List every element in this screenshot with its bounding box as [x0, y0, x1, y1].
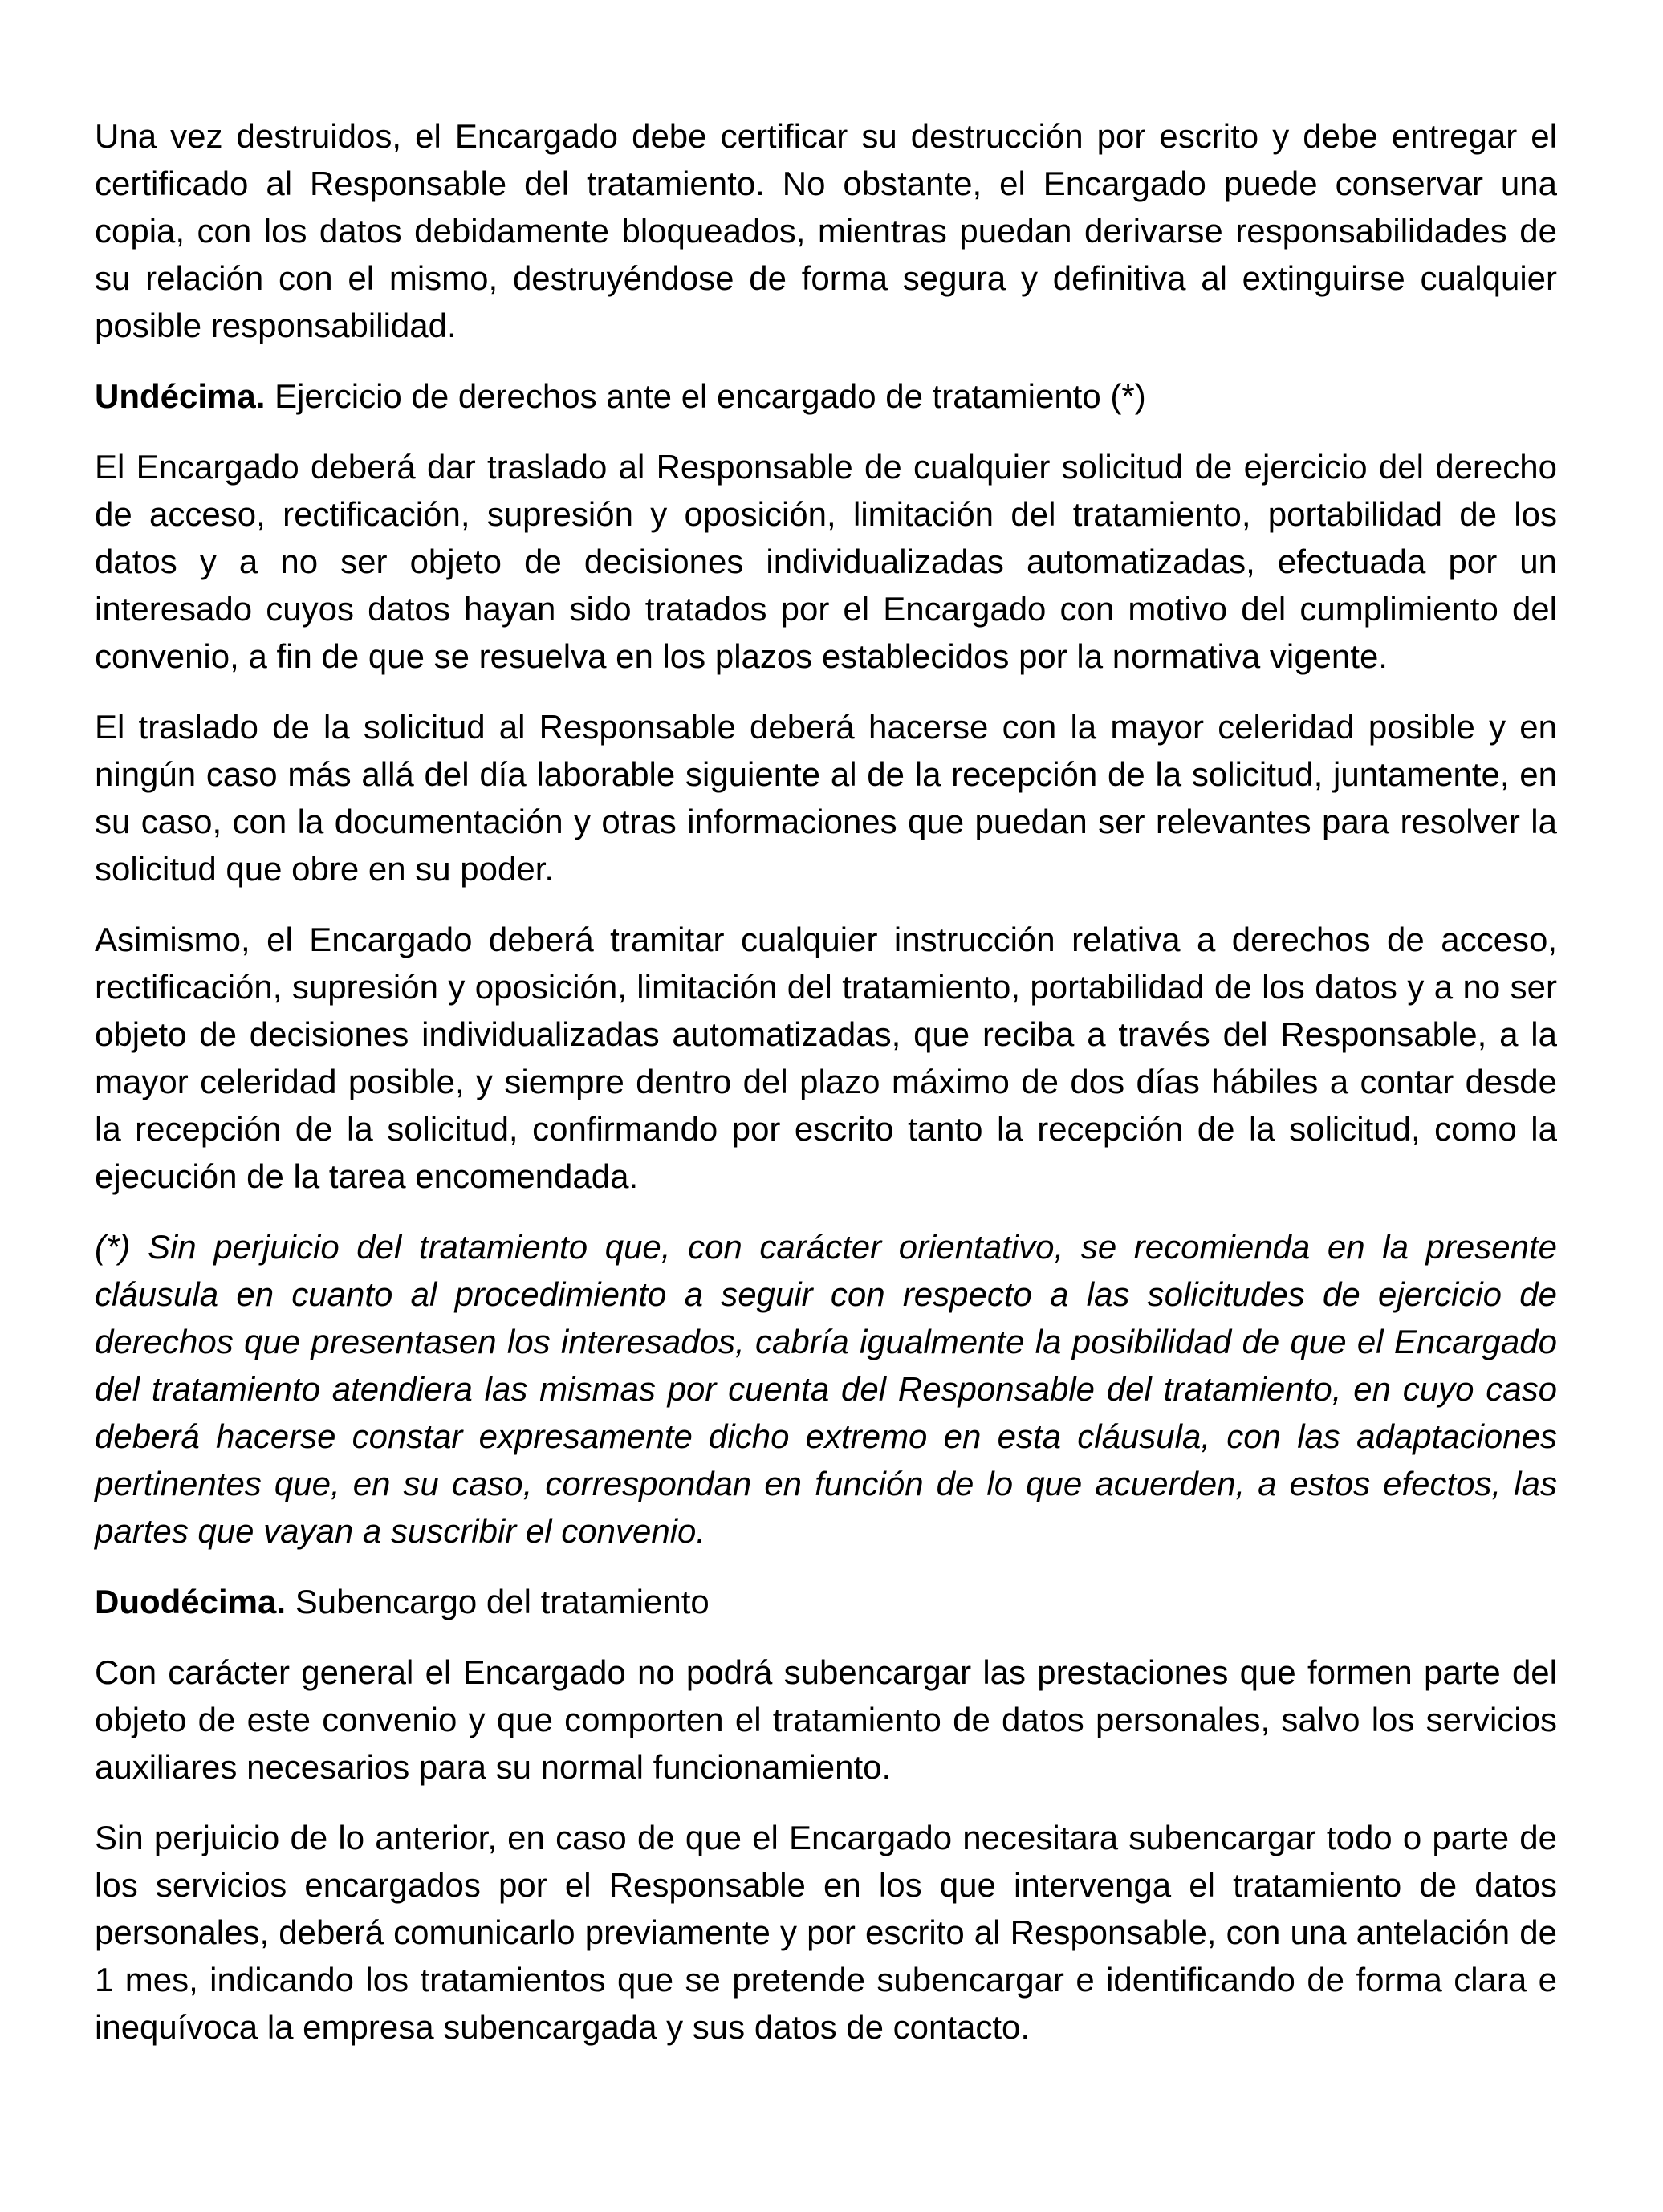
clause-title-undecima: Ejercicio de derechos ante el encargado de tratamiento (*): [265, 377, 1146, 415]
clause-title-duodecima: Subencargo del tratamiento: [286, 1583, 710, 1620]
paragraph-rights-transfer: El Encargado deberá dar traslado al Responsable de cualquier solicitud de ejercicio del derecho de acceso, rectificación, supresión y oposición, limitación del tratamiento, portabilidad de los datos y a no ser objeto de decisiones individualizadas automatizadas, efectuada por un interesado cuyos datos hayan sido tratados por el Encargado con motivo del cumplimiento del convenio, a fin de que se resuelva en los plazos establecidos por la normativa vigente.: [95, 448, 1557, 675]
paragraph-subcontracting-general: Con carácter general el Encargado no podrá subencargar las prestaciones que formen parte del objeto de este convenio y que comporten el tratamiento de datos personales, salvo los servicios auxiliares necesarios para su normal funcionamiento.: [95, 1653, 1557, 1786]
clause-heading-undecima: [95, 372, 1557, 420]
clause-label-duodecima: Duodécima.: [95, 1583, 287, 1620]
paragraph-subcontracting-notice: Sin perjuicio de lo anterior, en caso de que el Encargado necesitara subencargar todo o parte de los servicios encargados por el Responsable en los que intervenga el tratamiento de datos personales, deberá comunicarlo previamente y por escrito al Responsable, con una antelación de 1 mes, indicando los tratamientos que se pretende subencargar e identificando de forma clara e inequívoca la empresa subencargada y sus datos de contacto.: [95, 1819, 1557, 2046]
paragraph-footnote-note: (*) Sin perjuicio del tratamiento que, con carácter orientativo, se recomienda en la presente cláusula en cuanto al procedimiento a seguir con respecto a las solicitudes de ejercicio de derechos que presentasen los interesados, cabría igualmente la posibilidad de que el Encargado del tratamiento atendiera las mismas por cuenta del Responsable del tratamiento, en cuyo caso deberá hacerse constar expresamente dicho extremo en esta cláusula, con las adaptaciones pertinentes que, en su caso, correspondan en función de lo que acuerden, a estos efectos, las partes que vayan a suscribir el convenio.: [95, 1228, 1557, 1550]
document-page: [95, 112, 1557, 2074]
paragraph-transfer-deadline: El traslado de la solicitud al Responsable deberá hacerse con la mayor celeridad posible y en ningún caso más allá del día laborable siguiente al de la recepción de la solicitud, juntamente, en su caso, con la documentación y otras informaciones que puedan ser relevantes para resolver la solicitud que obre en su poder.: [95, 708, 1557, 888]
paragraph-destruction-certificate: Una vez destruidos, el Encargado debe certificar su destrucción por escrito y debe entregar el certificado al Responsable del tratamiento. No obstante, el Encargado puede conservar una copia, con los datos debidamente bloqueados, mientras puedan derivarse responsabilidades de su relación con el mismo, destruyéndose de forma segura y definitiva al extinguirse cualquier posible responsabilidad.: [95, 117, 1557, 344]
clause-heading-duodecima: [95, 1578, 1557, 1625]
paragraph-instruction-processing: Asimismo, el Encargado deberá tramitar cualquier instrucción relativa a derechos de acceso, rectificación, supresión y oposición, limitación del tratamiento, portabilidad de los datos y a no ser objeto de decisiones individualizadas automatizadas, que reciba a través del Responsable, a la mayor celeridad posible, y siempre dentro del plazo máximo de dos días hábiles a contar desde la recepción de la solicitud, confirmando por escrito tanto la recepción de la solicitud, como la ejecución de la tarea encomendada.: [95, 921, 1557, 1195]
clause-label-undecima: Undécima.: [95, 377, 266, 415]
